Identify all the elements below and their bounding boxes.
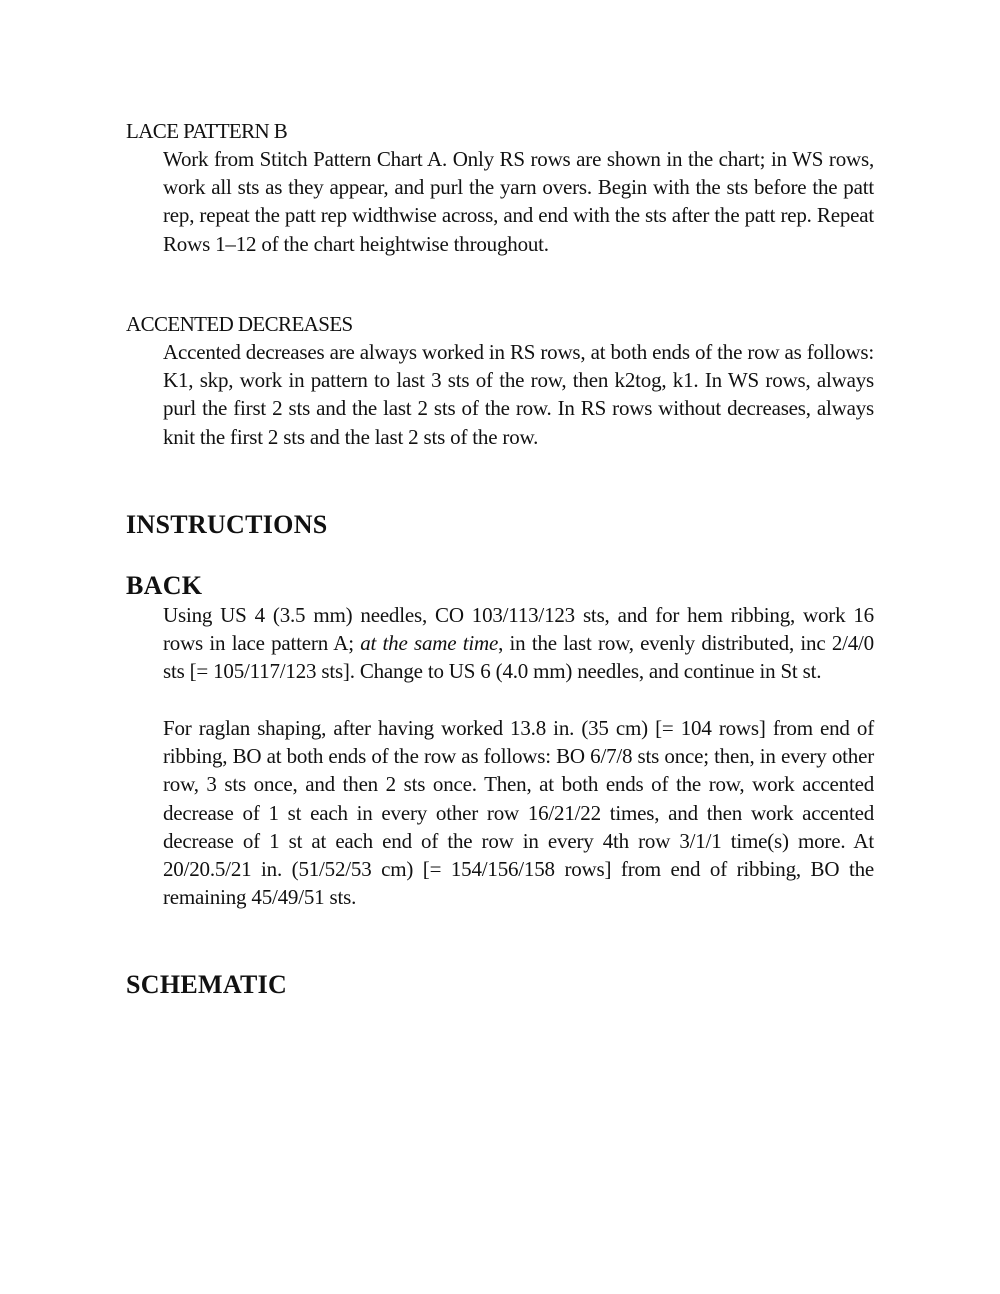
accented-decreases-heading: ACCENTED DECREASES bbox=[126, 312, 353, 336]
back-paragraph-2: For raglan shaping, after having worked 13.8 in. (35 cm) [= 104 rows] from end of ribbing, BO at both ends of the row as follows: BO 6/7/8 sts once; then, in every other row, 3 sts once, and then 2 sts once. Then, at both ends of the row, work accented decrease of 1 st each in every other row 16/21/22 times, and then work accented decrease of 1 st at each end of the row in every 4th row 3/1/1 time(s) more. At 20/20.5/21 in. (51/52/53 cm) [= 154/156/158 rows] from end of ribbing, BO the remaining 45/49/51 sts. bbox=[163, 716, 874, 910]
accented-decreases-text: Accented decreases are always worked in RS rows, at both ends of the row as follows: K1, skp, work in pattern to last 3 sts of the row, then k2tog, k1. In WS rows, always purl the first 2 sts and the last 2 sts of the row. In RS rows without decreases, always knit the first 2 sts and the last 2 sts of the row. bbox=[163, 340, 874, 449]
lace-pattern-b-text: Work from Stitch Pattern Chart A. Only RS rows are shown in the chart; in WS rows, work all sts as they appear, and purl the yarn overs. Begin with the sts before the patt rep, repeat the patt rep widthwise across, and end with the sts after the patt rep. Repeat Rows 1–12 of the chart heightwise throughout. bbox=[163, 147, 874, 256]
instructions-heading: INSTRUCTIONS bbox=[126, 510, 328, 539]
back-p1-before: Using US 4 (3.5 mm) needles, CO 103/113/123 sts, and for hem ribbing, work 16 rows in lace pattern A; bbox=[163, 603, 874, 656]
lace-pattern-b-heading: LACE PATTERN B bbox=[126, 119, 288, 143]
back-paragraph-1 bbox=[163, 601, 874, 686]
back-heading: BACK bbox=[126, 571, 203, 600]
back-p1-italic: at the same time bbox=[360, 631, 499, 656]
back-p1-after: , in the last row, evenly distributed, inc 2/4/0 sts [= 105/117/123 sts]. Change to US 6 (4.0 mm) needles, and continue in St st. bbox=[163, 631, 874, 684]
schematic-heading: SCHEMATIC bbox=[126, 970, 288, 999]
